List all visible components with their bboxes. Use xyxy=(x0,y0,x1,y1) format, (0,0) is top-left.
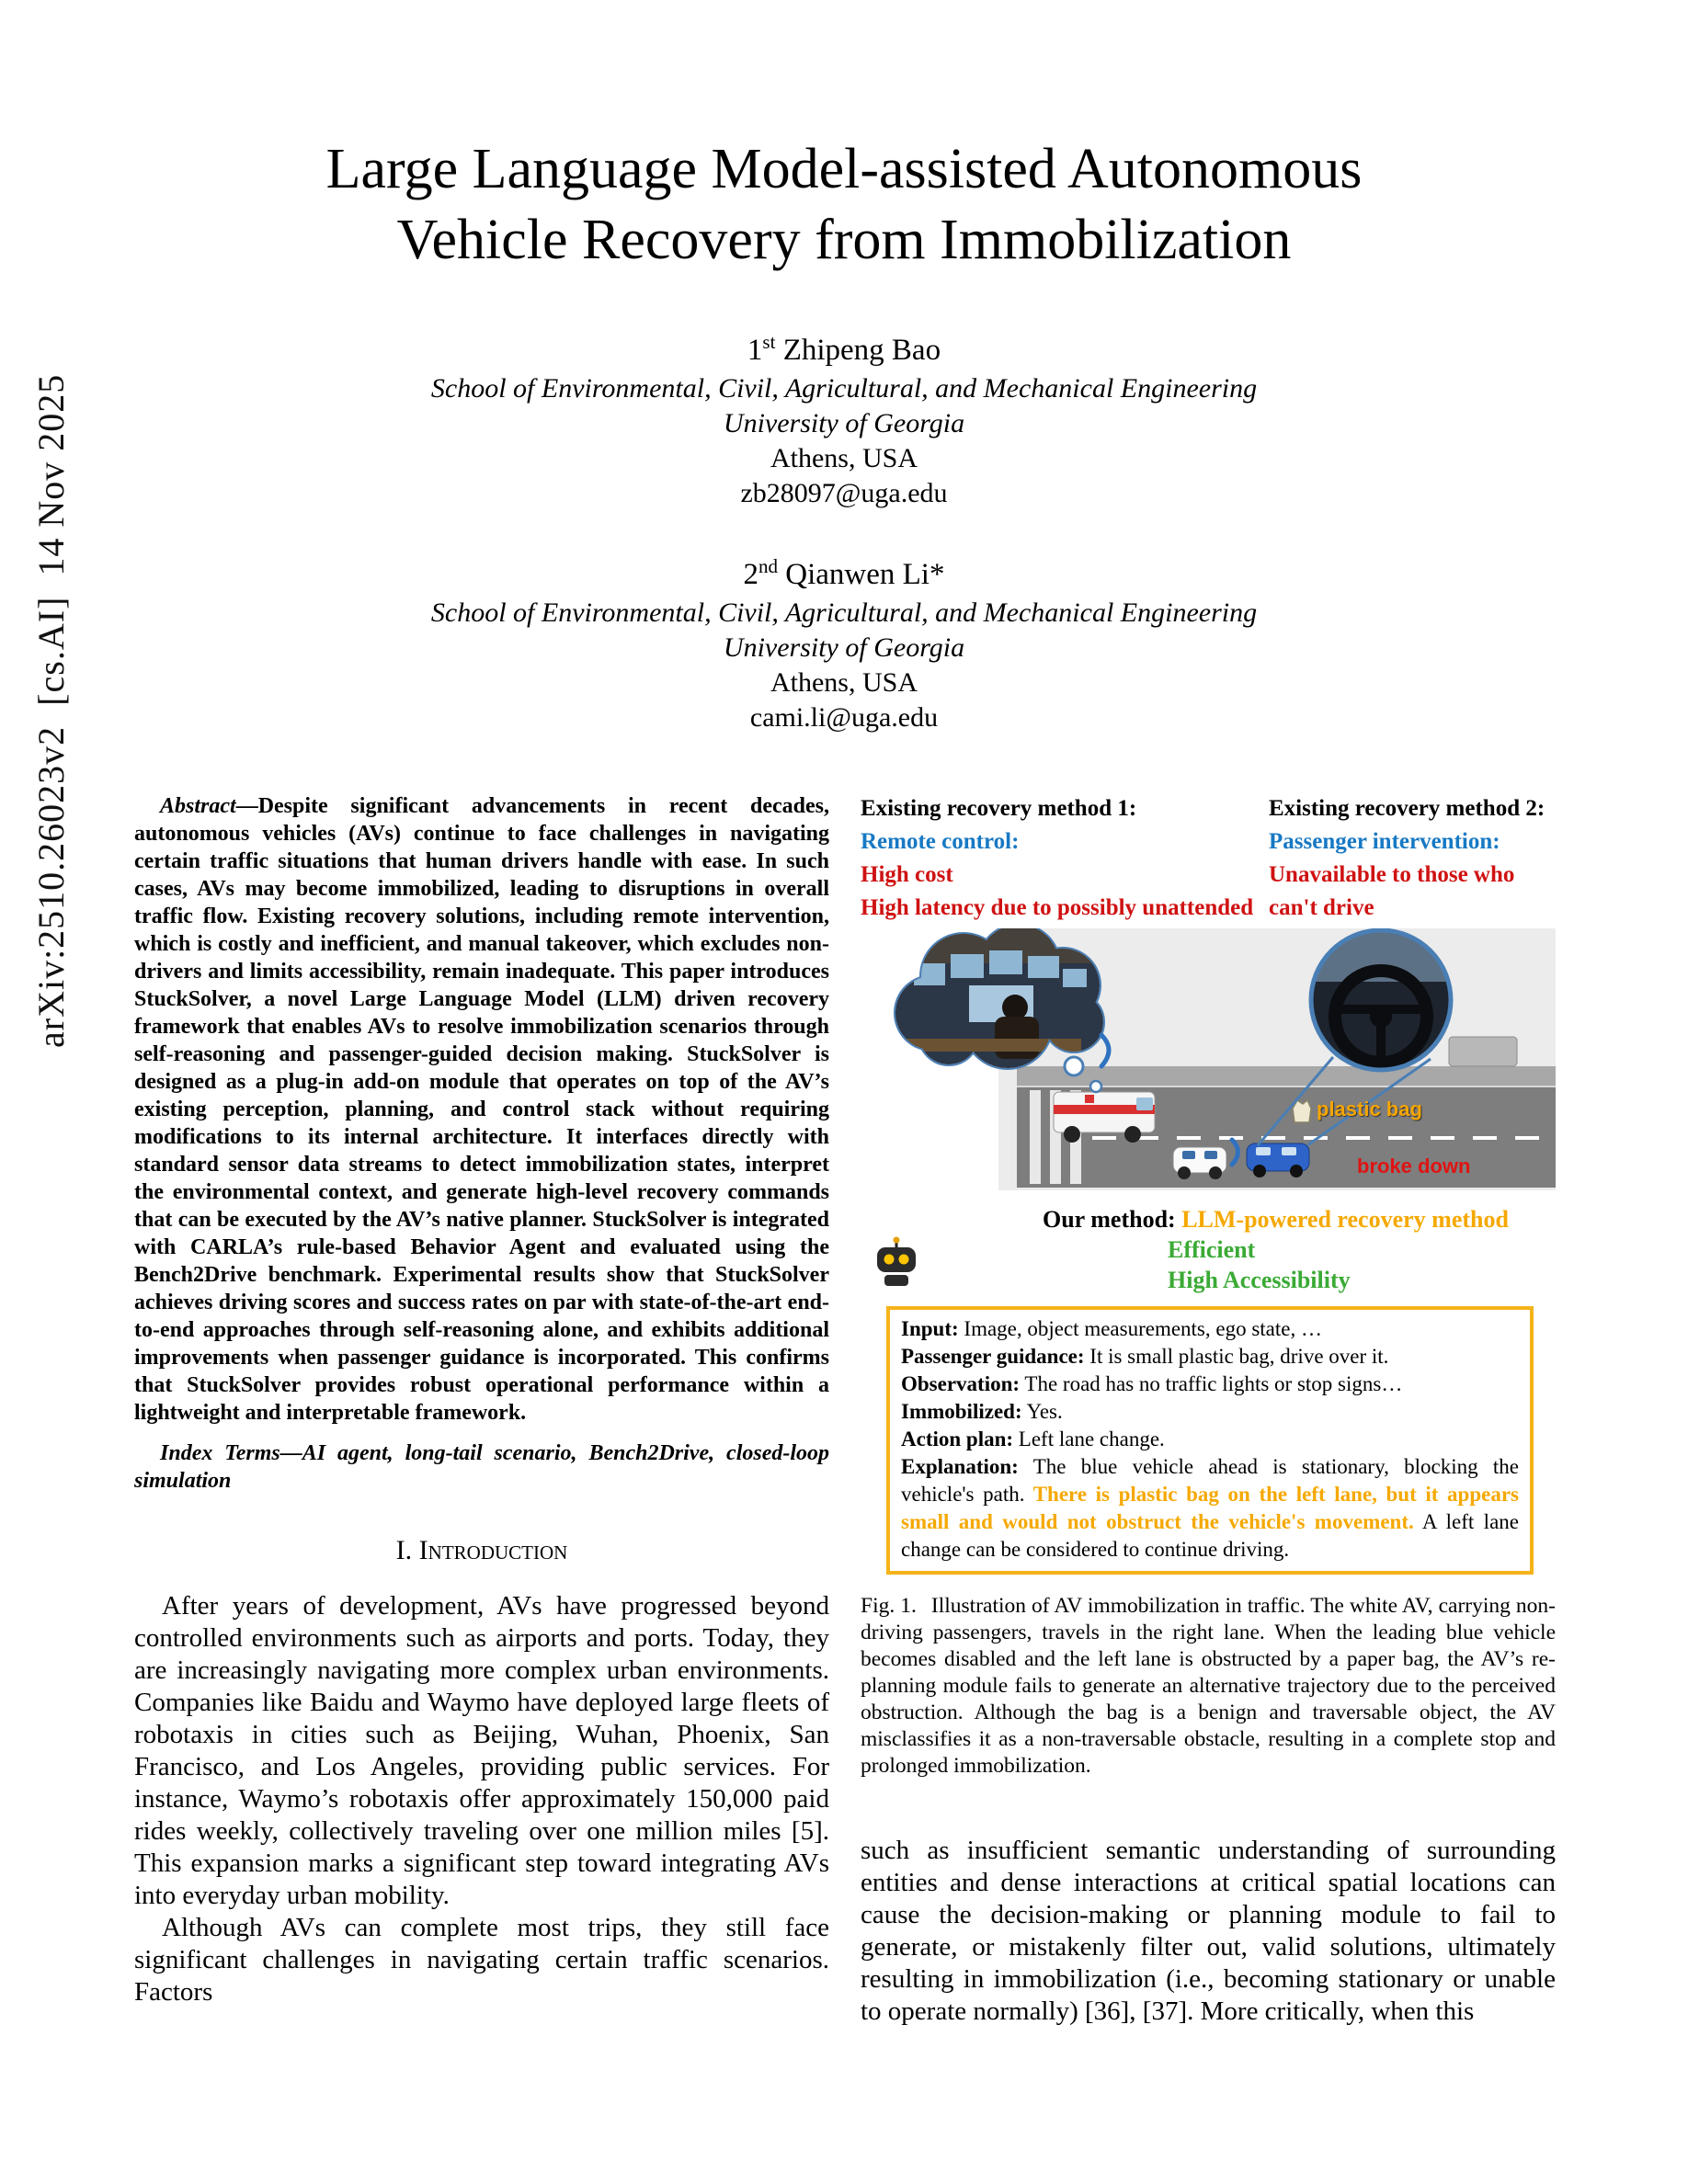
io-immobilized-text: Yes. xyxy=(1021,1399,1063,1423)
author-2-ordinal: 2 xyxy=(743,557,759,591)
remote-operator-thought-bubble xyxy=(886,928,1112,1092)
io-explanation-text-1: The blue vehicle ahead is stationary, blocking the vehicle's path. xyxy=(901,1454,1519,1506)
io-guidance-text: It is small plastic bag, drive over it. xyxy=(1084,1344,1389,1368)
io-observation-line xyxy=(901,1371,1519,1398)
io-guidance-line xyxy=(901,1343,1519,1371)
author-2-ordinal-suffix: nd xyxy=(758,554,779,577)
io-immobilized-line xyxy=(901,1398,1519,1426)
figure-1 xyxy=(861,792,1556,1780)
io-action-text: Left lane change. xyxy=(1013,1427,1165,1450)
parked-truck xyxy=(1449,1037,1517,1066)
paper-title: Large Language Model-assisted Autonomous Vehicle Recovery from Immobilization xyxy=(325,138,1363,271)
author-2-name-line xyxy=(0,555,1688,592)
left-column xyxy=(134,792,829,2028)
plastic-bag-label: plastic bag xyxy=(1317,1097,1422,1120)
right-column xyxy=(861,792,1556,2028)
our-method-benefit-2: High Accessibility xyxy=(1168,1266,1351,1293)
figure-1-caption xyxy=(861,1593,1556,1780)
author-2-name: Qianwen Li* xyxy=(785,557,945,591)
figure-illustration xyxy=(861,928,1556,1195)
author-2-university: University of Georgia xyxy=(723,631,965,663)
method-2-subtitle: Passenger intervention: xyxy=(1269,828,1500,854)
method-1-con-1: High cost xyxy=(861,861,953,887)
plastic-bag xyxy=(1293,1100,1311,1122)
io-observation-text: The road has no traffic lights or stop signs… xyxy=(1020,1371,1403,1395)
author-2-email: cami.li@uga.edu xyxy=(749,701,939,733)
section-heading-introduction xyxy=(134,1535,829,1566)
method-1-title: Existing recovery method 1: xyxy=(861,795,1137,821)
our-method-benefit-1: Efficient xyxy=(1168,1235,1256,1263)
author-1-ordinal-suffix: st xyxy=(762,330,776,353)
author-1-ordinal: 1 xyxy=(747,333,763,367)
author-block-2 xyxy=(0,555,1688,735)
author-2-city: Athens, USA xyxy=(770,666,918,698)
index-terms-text: —AI agent, long-tail scenario, Bench2Drive, closed-loop simulation xyxy=(134,1440,830,1493)
author-1-university: University of Georgia xyxy=(723,407,965,438)
index-terms-label: Index Terms xyxy=(160,1440,280,1465)
io-explanation-label: Explanation: xyxy=(901,1454,1019,1478)
method-1-subtitle: Remote control: xyxy=(861,828,1020,854)
figure-1-caption-text: Illustration of AV immobilization in traffic. The white AV, carrying non-driving passengers, travels in the right lane. When the leading blue vehicle becomes disabled and the left lane is obstructed by a paper bag, the AV’s re-planning module fails to generate an alternative trajectory due to the perceived obstruction. Although the bag is a benign and traversable object, the AV misclassifies it as a non-traversable obstacle, resulting in a complete stop and prolonged immobilization. xyxy=(861,1593,1556,1778)
method-2-con-1: Unavailable to those who can't drive xyxy=(1269,861,1515,920)
index-terms-paragraph xyxy=(134,1439,829,1495)
io-guidance-label: Passenger guidance: xyxy=(901,1344,1085,1368)
author-1-department: School of Environmental, Civil, Agricultural, and Mechanical Engineering xyxy=(430,372,1258,404)
existing-method-2 xyxy=(1269,792,1556,925)
our-method-block xyxy=(861,1204,1556,1295)
io-explanation-line xyxy=(901,1453,1519,1564)
intro-paragraph-1: After years of development, AVs have progressed beyond controlled environments such as airports and ports. Today, they are increasingly navigating more complex urban environments. Companies like Baidu and Waymo have deployed large fleets of robotaxis in cities such as Beijing, Wuhan, Phoenix, San Francisco, and Los Angeles, providing public services. For instance, Waymo’s robotaxis offer approximately 150,000 paid rides weekly, collectively traveling over one million miles [5]. This expansion marks a significant step toward integrating AVs into everyday urban mobility. xyxy=(134,1590,829,1910)
figure-1-caption-label: Fig. 1. xyxy=(861,1593,917,1618)
our-method-name: LLM-powered recovery method xyxy=(1175,1205,1509,1233)
two-column-body xyxy=(134,792,1556,2028)
abstract-paragraph xyxy=(134,792,829,1427)
method-1-con-2: High latency due to possibly unattended xyxy=(861,894,1254,920)
our-method-label: Our method: xyxy=(1043,1205,1176,1233)
figure-methods-row xyxy=(861,792,1556,925)
thought-tail-bubble-1 xyxy=(1065,1057,1083,1075)
io-explanation-text-2: A left lane change can be considered to continue driving. xyxy=(901,1509,1519,1561)
author-1-name: Zhipeng Bao xyxy=(782,333,941,367)
io-explanation-highlight: There is plastic bag on the left lane, but it appears small and would not obstruct the vehicle's movement. xyxy=(901,1482,1520,1533)
io-action-label: Action plan: xyxy=(901,1427,1014,1450)
io-input-text: Image, object measurements, ego state, … xyxy=(958,1316,1322,1340)
author-block-1 xyxy=(0,331,1688,511)
io-input-line xyxy=(901,1315,1519,1343)
robot-icon xyxy=(872,1235,921,1289)
author-1-name-line xyxy=(0,331,1688,368)
arxiv-watermark: arXiv:2510.26023v2 [cs.AI] 14 Nov 2025 xyxy=(30,373,72,1048)
our-method-line xyxy=(1043,1204,1556,1234)
io-observation-label: Observation: xyxy=(901,1371,1021,1395)
method-2-title: Existing recovery method 2: xyxy=(1269,795,1545,821)
author-1-email: zb28097@uga.edu xyxy=(740,477,948,508)
broke-down-label: broke down xyxy=(1357,1154,1471,1177)
right-column-paragraph: such as insufficient semantic understanding of surrounding entities and dense interactions at critical spatial locations can cause the decision-making or planning module to fail to generate, or mistakenly filter out, valid solutions, ultimately resulting in immobilization (i.e., becoming stationary or unable to operate normally) [36], [37]. More critically, when this xyxy=(861,1835,1556,2026)
io-immobilized-label: Immobilized: xyxy=(901,1399,1022,1423)
section-title: Introduction xyxy=(418,1534,568,1565)
author-2-department: School of Environmental, Civil, Agricultural, and Mechanical Engineering xyxy=(430,597,1258,628)
existing-method-1 xyxy=(861,792,1269,925)
io-input-label: Input: xyxy=(901,1316,959,1340)
llm-io-box xyxy=(886,1306,1534,1575)
abstract-label: Abstract xyxy=(160,793,236,818)
section-number: I. xyxy=(395,1534,413,1565)
thought-tail-bubble-2 xyxy=(1090,1081,1101,1092)
io-action-line xyxy=(901,1426,1519,1453)
author-1-city: Athens, USA xyxy=(770,442,918,473)
abstract-text: —Despite significant advancements in recent decades, autonomous vehicles (AVs) continue to face challenges in navigating certain traffic situations that human drivers handle with ease. In such cases, AVs may become immobilized, leading to disruptions in overall traffic flow. Existing recovery solutions, including remote intervention, which is costly and inefficient, and manual takeover, which excludes non-drivers and limits accessibility, remain inadequate. This paper introduces StuckSolver, a novel Large Language Model (LLM) driven recovery framework that enables AVs to resolve immobilization scenarios through self-reasoning and passenger-guided decision making. StuckSolver is designed as a plug-in add-on module that operates on top of the AV’s existing perception, planning, and control stack without requiring modifications to its internal architecture. It interfaces directly with standard sensor data streams to detect immobilization states, interpret the environmental context, and generate high-level recovery commands that can be executed by the AV’s native planner. StuckSolver is integrated with CARLA’s rule-based Behavior Agent and evaluated using the Bench2Drive benchmark. Experimental results show that StuckSolver achieves driving scores and success rates on par with state-of-the-art end-to-end approaches through self-reasoning alone, and exhibits additional improvements when passenger guidance is incorporated. This confirms that StuckSolver provides robust operational performance within a lightweight and interpretable framework. xyxy=(134,793,829,1425)
intro-paragraph-2: Although AVs can complete most trips, they still face significant challenges in navigating certain traffic scenarios. Factors xyxy=(134,1912,829,2007)
